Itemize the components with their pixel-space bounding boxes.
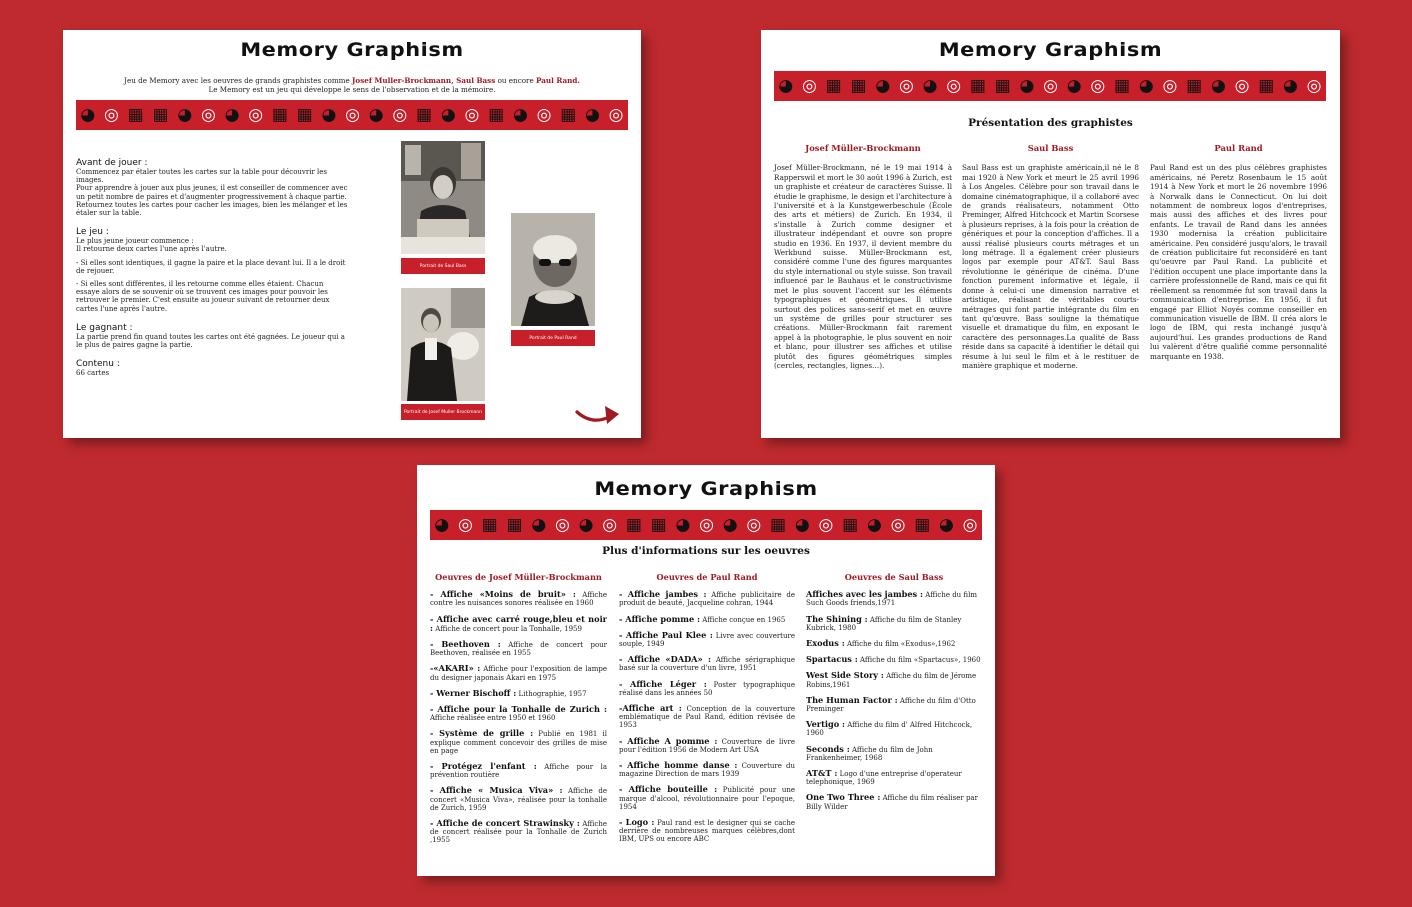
column-title: Oeuvres de Paul Rand	[656, 572, 758, 582]
work-description: Affiche pour l'exposition de lampe du designer japonais Akari en 1975	[430, 665, 607, 682]
work-description: Affiche sérigraphique basé sur la couverture d'un livre, 1951	[619, 656, 795, 673]
plate-cutlery-icon: ◎	[602, 514, 618, 535]
work-item	[619, 590, 795, 607]
work-item	[619, 704, 795, 730]
column-text: Saul Bass est un graphiste américain,il né le 8 mai 1920 à New York et meurt le 25 avril 1996 à Los Angeles. Célèbre pour son travail dans le domaine cinématographique, il a collaboré avec de grands réalisateurs, notamment Otto Preminger, Alfred Hitchcock et Martin Scorsese à plusieurs reprises, à la fois pour la création de génériques et pour la conception d'affiches. Il a aussi réalisé plusieurs courts métrages et un long métrage. Il a également créer plusieurs logos par exemple pour AT&T. Saul Bass révolutionne le générique de cinéma. D'une fonction purement informative et légale, il donne à celui-ci une dimension narrative et artistique, réalisant de véritables courts-métrages qui font partie intégrante du film en tant qu'œuvre. Bass souligne la thématique visuelle et dramatique du film, en exposant le caractère des personnages.La qualité de Bass réside dans sa capacité à identifier le détail qui résume à lui seul le film et à le restituer de manière graphique et moderne.	[962, 163, 1139, 370]
work-title: - Système de grille :	[430, 728, 534, 739]
work-item	[806, 769, 982, 786]
column-title: Saul Bass	[1027, 143, 1074, 153]
winner-p: La partie prend fin quand toutes les cartes ont été gagnées. Le joueur qui a le plus de paires gagne la partie.	[76, 332, 345, 350]
work-description: Affiche du film d' Alfred Hitchcock, 1960	[806, 721, 973, 738]
game-p1: Le plus jeune joueur commence : Il retourne deux cartes l'une après l'autre.	[76, 237, 227, 254]
work-item	[806, 590, 982, 607]
work-item	[430, 664, 607, 681]
plate-cutlery-icon: ◎	[536, 104, 552, 125]
intro-mid: ou encore	[495, 76, 537, 85]
work-description: Affiche du film de Stanley Kubrick, 1980	[806, 615, 962, 632]
work-item	[619, 761, 795, 778]
pattern-band	[76, 100, 628, 130]
plate-cutlery-icon: ◎	[1306, 75, 1322, 96]
grid-squares-icon: ▦	[560, 104, 577, 125]
work-description: Affiche publicitaire de produit de beauté, Jacqueline cohran, 1944	[619, 591, 795, 608]
vinyl-black-icon: ◕	[722, 514, 738, 535]
intro-names: Josef Muller-Brockmann, Saul Bass	[352, 76, 496, 85]
work-title: - Affiche «DADA» :	[619, 654, 712, 665]
vinyl-black-icon: ◕	[1138, 75, 1154, 96]
work-title: - Beethoven :	[430, 639, 501, 650]
work-item	[619, 615, 795, 624]
work-item	[619, 818, 795, 844]
pattern-band	[774, 71, 1326, 101]
work-item	[619, 737, 795, 754]
vinyl-black-icon: ◕	[512, 104, 528, 125]
column-oeuvres-rand	[619, 573, 795, 851]
work-title: - Logo :	[619, 817, 655, 828]
content-heading: Contenu :	[76, 359, 120, 370]
work-title: - Affiche jambes :	[619, 589, 707, 600]
grid-squares-icon: ▦	[152, 104, 169, 125]
work-item	[806, 745, 982, 762]
work-title: - Affiche bouteille :	[619, 784, 718, 795]
page-oeuvres	[417, 465, 995, 876]
section-title: Plus d'informations sur les oeuvres	[602, 545, 810, 557]
plate-cutlery-icon: ◎	[802, 75, 817, 96]
content-p: 66 cartes	[76, 369, 110, 378]
work-title: - Affiche Léger :	[619, 678, 707, 689]
work-description: Paul rand est le designer qui se cache derrière de nombreuses marques célèbres,dont IBM, UPS ou encore ABC	[619, 819, 795, 844]
plate-cutlery-icon: ◎	[1090, 75, 1106, 96]
page-graphistes	[761, 30, 1340, 438]
work-item	[430, 590, 607, 607]
grid-squares-icon: ▦	[914, 514, 931, 535]
grid-squares-icon: ▦	[1186, 75, 1203, 96]
work-item	[430, 689, 607, 698]
vinyl-black-icon: ◕	[177, 104, 193, 125]
grid-squares-icon: ▦	[481, 514, 498, 535]
plate-cutlery-icon: ◎	[1043, 75, 1058, 96]
work-title: The Human Factor :	[806, 694, 898, 705]
work-title: -«AKARI» :	[430, 663, 481, 674]
plate-cutlery-icon: ◎	[248, 104, 264, 125]
works-list	[619, 590, 795, 843]
grid-squares-icon: ▦	[994, 75, 1011, 96]
vinyl-black-icon: ◕	[1210, 75, 1226, 96]
game-p2: - Si elles sont identiques, il gagne la paire et la place devant lui. Il a le droit de rejouer.	[76, 258, 346, 275]
site-title: Memory Graphism	[240, 39, 464, 61]
plate-cutlery-icon: ◎	[890, 514, 906, 535]
work-item	[806, 639, 982, 648]
work-title: Exodus :	[806, 638, 845, 649]
column-title: Josef Müller-Brockmann	[805, 143, 921, 153]
caption-paul-rand: Portrait de Paul Rand	[511, 330, 595, 346]
plate-cutlery-icon: ◎	[1162, 75, 1178, 96]
plate-cutlery-icon: ◎	[392, 104, 408, 125]
work-description: Logo d'une entreprise d'operateur telephonique, 1969	[806, 770, 962, 787]
vinyl-black-icon: ◕	[224, 104, 240, 125]
vinyl-black-icon: ◕	[368, 104, 384, 125]
vinyl-black-icon: ◕	[778, 75, 794, 96]
work-description: Couverture de livre pour l'édition 1956 de Modern Art USA	[619, 737, 795, 754]
vinyl-black-icon: ◕	[578, 514, 594, 535]
work-title: Seconds :	[806, 743, 850, 754]
grid-squares-icon: ▦	[770, 514, 787, 535]
plate-cutlery-icon: ◎	[699, 514, 714, 535]
work-description: Publié en 1981 il explique comment concevoir des grilles de mise en page	[430, 730, 607, 755]
column-paul-rand	[1150, 144, 1327, 361]
plate-cutlery-icon: ◎	[345, 104, 360, 125]
work-description: Affiche du film d'Otto Preminger	[806, 696, 976, 714]
grid-squares-icon: ▦	[488, 104, 505, 125]
plate-cutlery-icon: ◎	[200, 104, 216, 125]
portrait-saul-bass	[401, 141, 485, 254]
vinyl-black-icon: ◕	[922, 75, 938, 96]
column-text: Josef Müller-Brockmann, né le 19 mai 1914 à Rapperswil et mort le 30 août 1996 à Zurich, est un graphiste et créateur de caractères Suisse. Il étudie le graphisme, le design et l'architecture à l'université et à la Kunstgewerbeschule (École des arts et métiers) de Zurich. En 1934, il s'installe à Zurich comme designer et illustrateur indépendant et ouvre son propre studio en 1936. En 1937, il devient membre du Werkbund suisse. Müller-Brockmann est, considéré comme l'une des figures marquantes du style international ou style suisse. Son travail influencé par le Bauhaus et le constructivisme met le plus souvent l'accent sur les éléments typographiques et géométriques. Il utilise surtout des polices sans-serif et met en œuvre un système de grilles pour structurer ses créations. Müller-Brockmann fait rarement appel à la photographie, le plus souvent en noir et blanc, pour illustrer ses affiches et utilise plutôt des figures géométriques simples (cercles, rectangles, lignes…).	[774, 163, 952, 370]
plate-cutlery-icon: ◎	[898, 75, 914, 96]
work-item	[430, 729, 607, 755]
plate-cutlery-icon: ◎	[1234, 75, 1250, 96]
plate-cutlery-icon: ◎	[746, 514, 762, 535]
column-title: Oeuvres de Josef Müller-Brockmann	[435, 572, 602, 582]
column-text: Paul Rand est un des plus célèbres graphistes américains, né Peretz Rosenbaum le 15 août 1914 à New York et mort le 26 novembre 1996 à Norwalk dans le Connecticut. On lui doit notamment de nombreux logos d'entreprises, mais aussi des affiches et des livres pour enfants. Le travail de Rand dans les années 1930 modernisa la création publicitaire américaine. Peu considéré jusqu'alors, le travail de création publicitaire fut reconsidéré en tant qu'oeuvre par Paul Rand. La publicité et l'édition occupent une place importante dans la carrière professionnelle de Rand, mais ce qui fit réellement sa renommée fut son travail dans la communication d'entreprise. En 1956, il fut engagé par Elliot Noyés comme conseiller en communication visuelle de IBM. Il créa alors le logo de IBM, qui resta inchangé jusqu'à aujourd'hui. Les grandes productions de Rand lui valèrent d'être qualifié comme personnalité marquante en 1938.	[1150, 163, 1327, 361]
work-description: Affiche du film de Jérome Robins,1961	[806, 672, 977, 689]
plate-cutlery-icon: ◎	[946, 75, 962, 96]
vinyl-black-icon: ◕	[440, 104, 456, 125]
vinyl-black-icon: ◕	[675, 514, 691, 535]
column-title: Oeuvres de Saul Bass	[844, 572, 944, 582]
work-item	[806, 671, 982, 688]
work-title: - Affiche avec carré rouge,bleu et noir :	[430, 613, 607, 633]
work-item	[619, 785, 795, 811]
vinyl-black-icon: ◕	[321, 104, 337, 125]
work-title: - Affiche «Moins de bruit» :	[430, 589, 576, 600]
grid-squares-icon: ▦	[416, 104, 433, 125]
vinyl-black-icon: ◕	[531, 514, 547, 535]
work-item	[619, 655, 795, 672]
column-muller-brockmann	[774, 144, 952, 370]
grid-squares-icon: ▦	[650, 514, 667, 535]
work-item	[806, 720, 982, 737]
game-heading: Le jeu :	[76, 227, 109, 238]
work-title: AT&T :	[806, 768, 838, 779]
site-title: Memory Graphism	[938, 39, 1163, 61]
grid-squares-icon: ▦	[1258, 75, 1275, 96]
works-list	[806, 590, 982, 811]
next-page-arrow-icon[interactable]	[575, 400, 625, 428]
grid-squares-icon: ▦	[506, 514, 523, 535]
work-title: The Shining :	[806, 613, 868, 624]
work-item	[806, 655, 982, 664]
work-title: Spartacus :	[806, 654, 858, 665]
work-title: -Affiche art :	[619, 703, 682, 714]
before-heading: Avant de jouer :	[76, 158, 148, 168]
work-item	[430, 705, 607, 722]
work-item	[430, 819, 607, 845]
work-item	[430, 762, 607, 779]
work-description: Affiche du film réaliser par Billy Wilder	[806, 794, 978, 811]
work-description: Conception de la couverture emblématique de Paul Rand, édition révisée de 1953	[619, 705, 795, 730]
grid-squares-icon: ▦	[825, 75, 842, 96]
column-saul-bass	[962, 144, 1139, 370]
work-description: Affiche du film Such Goods friends,1971	[806, 591, 977, 608]
winner-heading: Le gagnant :	[76, 322, 133, 333]
work-title: - Affiche pomme :	[619, 613, 701, 624]
vinyl-black-icon: ◕	[80, 104, 96, 125]
intro-rand: Paul Rand.	[536, 76, 580, 85]
works-list	[430, 590, 607, 844]
vinyl-black-icon: ◕	[1019, 75, 1035, 96]
vinyl-black-icon: ◕	[1283, 75, 1298, 96]
site-title: Memory Graphism	[594, 478, 818, 500]
vinyl-black-icon: ◕	[866, 514, 882, 535]
vinyl-black-icon: ◕	[794, 514, 810, 535]
plate-cutlery-icon: ◎	[464, 104, 480, 125]
portrait-paul-rand	[511, 213, 595, 326]
grid-squares-icon: ▦	[969, 75, 986, 96]
plate-cutlery-icon: ◎	[554, 514, 570, 535]
vinyl-black-icon: ◕	[939, 514, 954, 535]
work-title: Vertigo :	[806, 719, 846, 730]
work-title: West Side Story :	[806, 670, 884, 681]
vinyl-black-icon: ◕	[434, 514, 450, 535]
work-description: Affiche réalisée entre 1950 et 1960	[430, 714, 556, 723]
grid-squares-icon: ▦	[625, 514, 642, 535]
work-description: Poster typographique réalisé dans les années 50	[619, 680, 795, 697]
section-title: Présentation des graphistes	[968, 117, 1133, 129]
work-description: Affiche de concert pour la Tonhalle, 1959	[433, 624, 582, 633]
grid-squares-icon: ▦	[127, 104, 144, 125]
work-title: - Affiche homme danse :	[619, 760, 738, 771]
vinyl-black-icon: ◕	[585, 104, 600, 125]
work-description: Affiche pour la prévention routière	[430, 763, 607, 780]
work-description: Affiche de concert «Musica Viva», réalisée pour la tonhalle de Zurich, 1959	[430, 787, 607, 812]
work-item	[806, 696, 982, 713]
caption-josef-muller-brockmann: Portrait de Josef Muller Brockmann	[401, 404, 485, 420]
work-title: - Protégez l'enfant :	[430, 761, 537, 772]
work-title: - Affiche A pomme :	[619, 735, 718, 746]
work-title: - Affiche « Musica Viva» :	[430, 785, 563, 796]
plate-cutlery-icon: ◎	[104, 104, 119, 125]
pattern-band	[430, 510, 982, 540]
work-title: - Affiche Paul Klee :	[619, 629, 713, 640]
work-title: Affiches avec les jambes :	[806, 589, 924, 600]
intro-line2: Le Memory est un jeu qui développe le sens de l'observation et de la mémoire.	[208, 85, 496, 94]
work-item	[430, 615, 607, 633]
game-p3: - Si elles sont différentes, il les retourne comme elles étaient. Chacun essaye alors de se souvenir où se trouvent ces images pour pouvoir les retrouver le premier. C'est ensuite au joueur suivant de retourner deux cartes l'une après l'autre.	[76, 280, 330, 313]
work-description: Affiche conçue en 1965	[700, 615, 786, 624]
work-item	[806, 615, 982, 632]
work-item	[430, 640, 607, 657]
vinyl-black-icon: ◕	[1066, 75, 1082, 96]
grid-squares-icon: ▦	[1114, 75, 1131, 96]
work-description: Affiche du film «Exodus»,1962	[844, 640, 956, 649]
plate-cutlery-icon: ◎	[818, 514, 834, 535]
column-oeuvres-muller	[430, 573, 607, 852]
work-description: Livre avec couverture souple, 1949	[619, 631, 795, 649]
vinyl-black-icon: ◕	[875, 75, 891, 96]
plate-cutlery-icon: ◎	[608, 104, 624, 125]
intro-text	[83, 76, 621, 94]
work-description: Couverture du magazine Direction de mars 1939	[619, 762, 795, 779]
work-title: - Werner Bischoff :	[430, 687, 517, 698]
intro-prefix: Jeu de Memory avec les oeuvres de grands graphistes comme	[124, 76, 353, 85]
work-item	[430, 786, 607, 812]
work-title: One Two Three :	[806, 792, 881, 803]
work-description: Affiche de concert pour Beethoven, réalisée en 1955	[430, 641, 608, 658]
plate-cutlery-icon: ◎	[458, 514, 473, 535]
grid-squares-icon: ▦	[296, 104, 313, 125]
work-description: Affiche du film de John Frankenheimer, 1968	[806, 745, 933, 762]
work-description: Affiche contre les nuisances sonores réalisée en 1960	[430, 591, 607, 608]
caption-saul-bass: Portrait de Saul Bass	[401, 258, 485, 274]
column-oeuvres-bass	[806, 573, 982, 818]
portrait-josef-muller-brockmann	[401, 288, 485, 401]
work-item	[619, 631, 795, 648]
before-p1: Commencez par étaler toutes les cartes sur la table pour découvrir les images.	[76, 168, 328, 185]
grid-squares-icon: ▦	[850, 75, 867, 96]
work-item	[806, 793, 982, 810]
grid-squares-icon: ▦	[842, 514, 859, 535]
work-description: Lithographie, 1957	[516, 689, 587, 698]
work-description: Affiche du film «Spartacus», 1960	[857, 656, 981, 665]
work-description: Publicité pour une marque d'alcool, révolutionnaire pour l'epoque, 1954	[619, 786, 795, 811]
work-title: - Affiche pour la Tonhalle de Zurich :	[430, 704, 607, 715]
rules-text	[76, 152, 348, 377]
plate-cutlery-icon: ◎	[962, 514, 978, 535]
work-title: - Affiche de concert Strawinsky :	[430, 818, 580, 829]
grid-squares-icon: ▦	[271, 104, 288, 125]
before-p2: Pour apprendre à jouer aux plus jeunes, il est conseiller de commencer avec un petit nombre de paires et d'augmenter progressivement à chaque partie. Retournez toutes les cartes pour cacher les images, bien les mélanger et les étaler sur la table.	[76, 184, 348, 218]
work-description: Affiche de concert réalisée pour la Tonhalle de Zurich ,1955	[430, 820, 607, 845]
page-rules	[63, 30, 641, 438]
work-item	[619, 680, 795, 697]
column-title: Paul Rand	[1214, 143, 1263, 153]
